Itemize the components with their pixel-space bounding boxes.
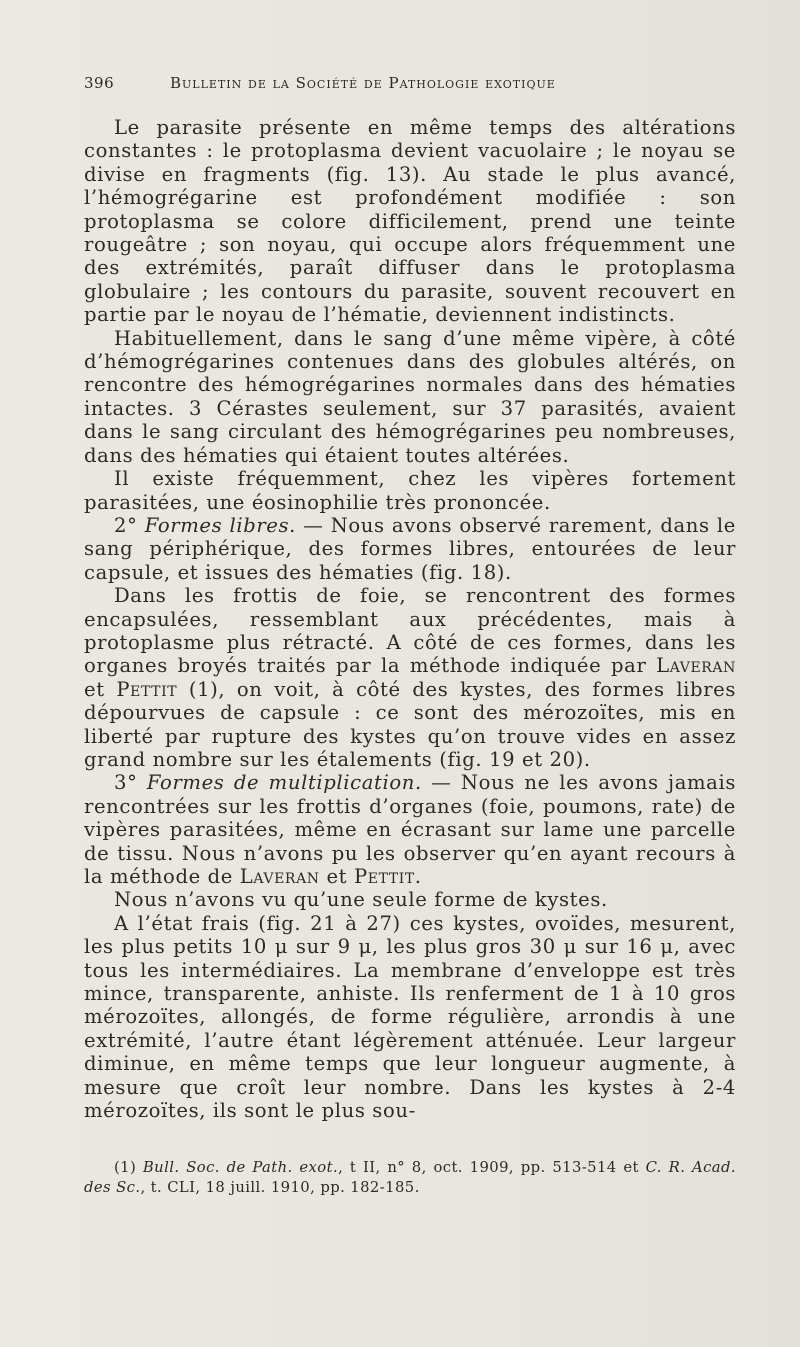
paragraph: Il existe fréquemment, chez les vipères fortement parasitées, une éosinophilie très prononcée. bbox=[84, 467, 736, 514]
footnote bbox=[84, 1158, 736, 1198]
footnote-text bbox=[84, 1158, 736, 1198]
page-number: 396 bbox=[84, 74, 115, 92]
citation-journal: Bull. Soc. de Path. exot. bbox=[142, 1159, 339, 1176]
citation-text: , t. CLI, 18 juill. 1910, pp. 182-185. bbox=[140, 1179, 420, 1196]
section-number: 2° bbox=[114, 513, 145, 537]
section-number: 3° bbox=[114, 771, 147, 795]
footnote-number: (1) bbox=[114, 1159, 143, 1176]
paragraph: Nous n’avons vu qu’une seule forme de kystes. bbox=[114, 888, 608, 912]
author-name: Laveran bbox=[239, 865, 320, 888]
paragraph bbox=[84, 584, 736, 771]
paragraph-text: Dans les frottis de foie, se rencontrent des formes encapsulées, ressemblant aux précédentes, mais à protoplasme plus rétracté. A côté de ces formes, dans les organes broyés traités par la méthode indiquée par bbox=[84, 584, 736, 678]
page-header bbox=[84, 74, 734, 98]
paragraph-formes-multiplication bbox=[84, 771, 736, 888]
section-heading: Formes de multiplication. bbox=[146, 771, 422, 795]
author-name: Pettit bbox=[353, 865, 415, 888]
paragraph-text: (1), on voit, à côté des kystes, des formes libres dépourvues de capsule : ce sont des mérozoïtes, mis en liberté par rupture des kystes qu’on trouve vides en assez grand nombre sur les étalements (fig. 19 et 20). bbox=[84, 677, 737, 771]
running-title: Bulletin de la Société de Pathologie exotique bbox=[170, 74, 556, 92]
paragraph-formes-libres bbox=[84, 514, 736, 584]
paragraph: Habituellement, dans le sang d’une même vipère, à côté d’hémogrégarines contenues dans des globules altérés, on rencontre des hémogrégarines normales dans des hématies intactes. 3 Cérastes seulement, sur 37 parasités, avaient dans le sang circulant des hémogrégarines peu nombreuses, dans des hématies qui étaient toutes altérées. bbox=[84, 326, 736, 467]
paragraph: Le parasite présente en même temps des altérations constantes : le protoplasma devient vacuolaire ; le noyau se divise en fragments (fig. 13). Au stade le plus avancé, l’hémogrégarine est profondément modifiée : son protoplasma se colore difficilement, prend une teinte rougeâtre ; son noyau, qui occupe alors fréquemment une des extrémités, paraît diffuser dans le protoplasma globulaire ; les contours du parasite, souvent recouvert en partie par le noyau de l’hématie, deviennent indistincts. bbox=[84, 116, 736, 327]
citation-text: , t II, n° 8, oct. 1909, pp. 513-514 et bbox=[338, 1159, 646, 1176]
author-name: Pettit bbox=[116, 677, 178, 701]
paragraph-text: . bbox=[414, 865, 422, 888]
body-text bbox=[84, 116, 736, 1122]
section-heading: Formes libres. bbox=[144, 513, 296, 537]
paragraph-text: et bbox=[84, 677, 117, 701]
paragraph-text: — Nous ne les avons jamais rencontrées sur les frottis d’organes (foie, poumons, rate) de vipères parasitées, même en écrasant sur lame une parcelle de tissu. Nous n’avons pu les observer qu’en ayant recours à la méthode de bbox=[84, 771, 736, 888]
paragraph-text: et bbox=[319, 865, 354, 888]
paragraph-text: — Nous avons observé rarement, dans le sang périphérique, des formes libres, entourées de leur capsule, et issues des hématies (fig. 18). bbox=[84, 513, 736, 584]
paragraph: A l’état frais (fig. 21 à 27) ces kystes, ovoïdes, mesurent, les plus petits 10 μ sur 9 μ, les plus gros 30 μ sur 16 μ, avec tous les intermédiaires. La membrane d’enveloppe est très mince, transparente, anhiste. Ils renferment de 1 à 10 gros mérozoïtes, allongés, de forme régulière, arrondis à une extrémité, l’autre étant légèrement atténuée. Leur largeur diminue, en même temps que leur longueur augmente, à mesure que croît leur nombre. Dans les kystes à 2-4 mérozoïtes, ils sont le plus sou- bbox=[84, 911, 736, 1123]
author-name: Laveran bbox=[656, 654, 736, 678]
citation-journal: C. R. Acad. des Sc. bbox=[84, 1159, 737, 1196]
